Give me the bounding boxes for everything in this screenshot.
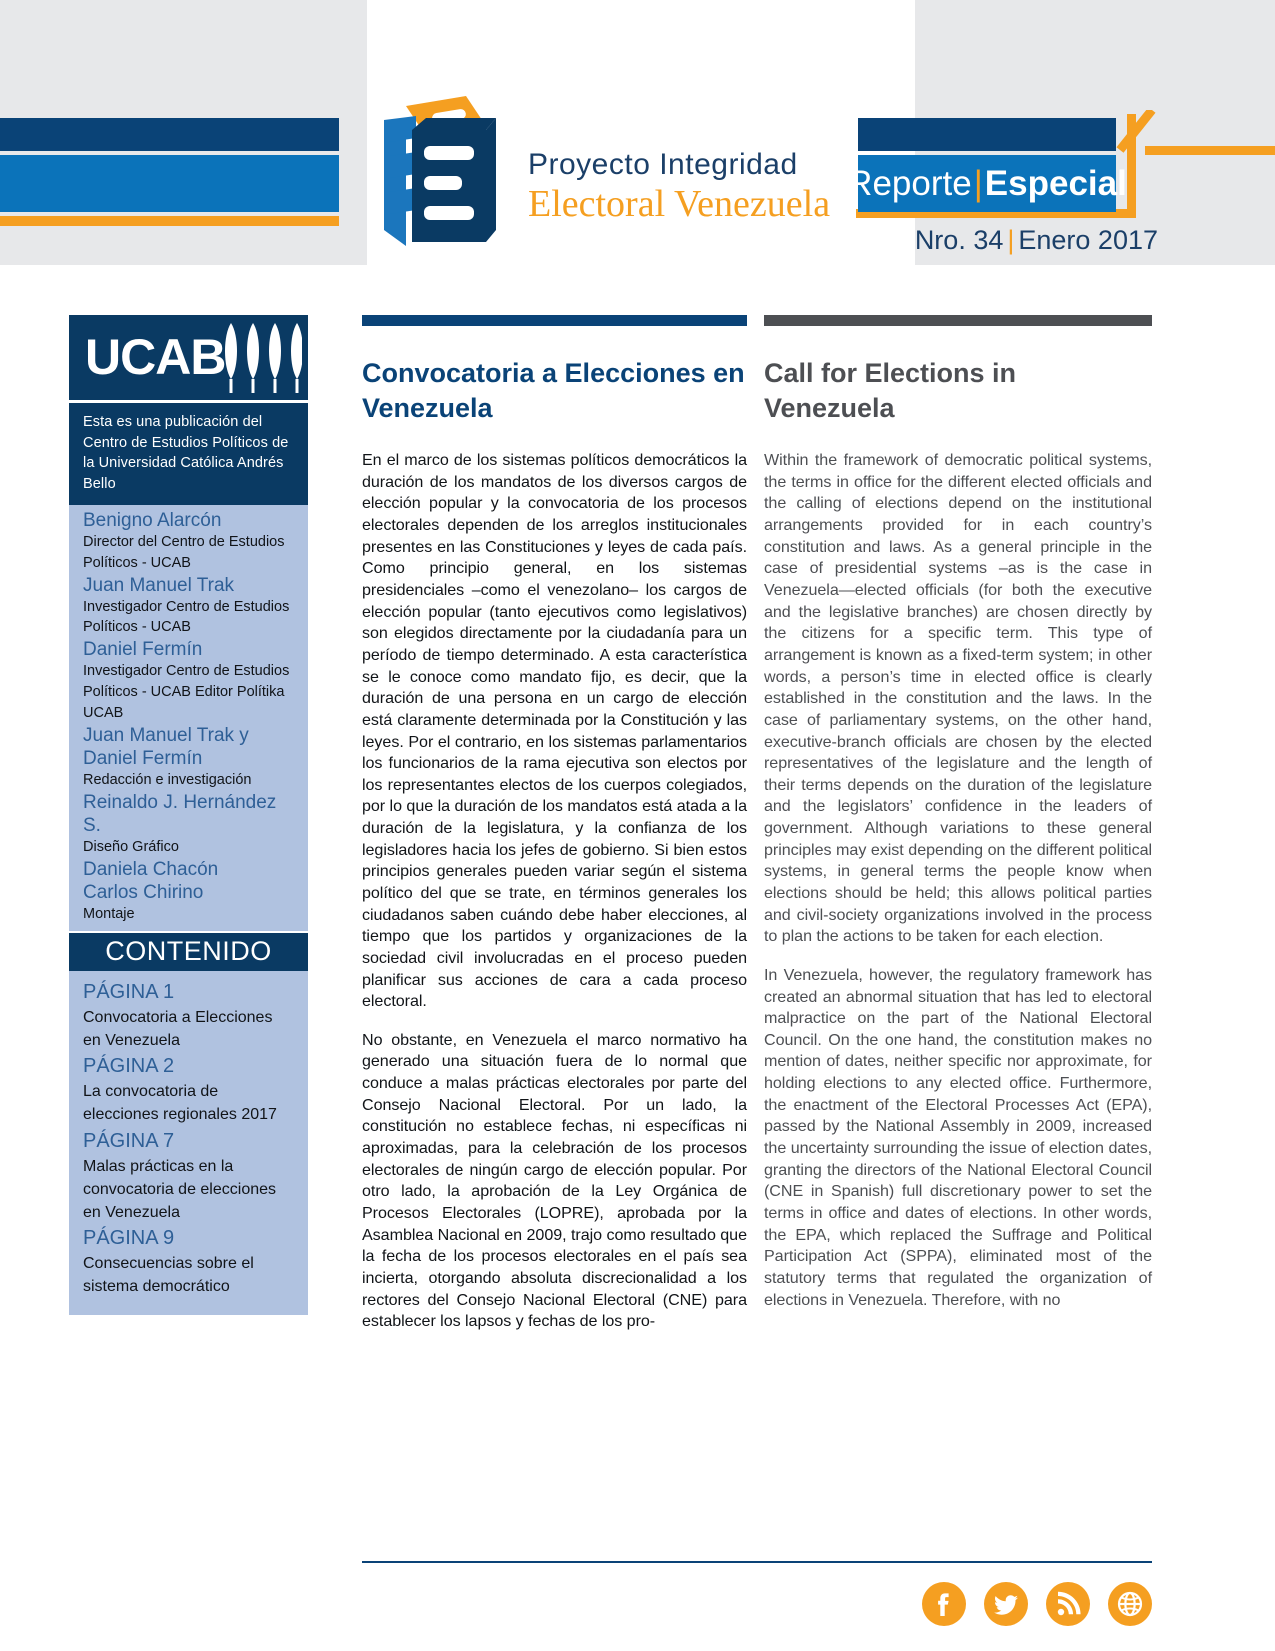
credit-entry [69,509,308,574]
publication-note-block [69,403,308,505]
twitter-icon[interactable] [984,1582,1028,1626]
toc-page-number: PÁGINA 1 [83,980,175,1003]
toc-page-number: PÁGINA 7 [83,1129,175,1152]
credit-entry [69,574,308,639]
brand-line-1: Proyecto Integridad [528,148,798,181]
credit-name: Daniela Chacón [83,858,219,880]
ucab-logo [69,315,308,400]
credit-name: Daniel Fermín [83,639,203,661]
toc-item[interactable] [69,1052,308,1126]
ucab-leaves-icon [220,321,302,400]
table-of-contents [69,971,308,1315]
credits-block [69,505,308,931]
contenido-label: CONTENIDO [105,936,272,967]
credit-entry [69,881,308,925]
issue-number: Nro. 34 [914,225,1004,255]
badge-especial-text: Especial [984,164,1127,203]
social-links [912,1578,1152,1630]
badge-blue-body [847,155,1127,212]
credit-name: Benigno Alarcón [83,509,222,531]
issue-separator: | [1007,225,1015,255]
toc-title: Consecuencias sobre el sistema democrático [83,1255,254,1296]
badge-navy-top [858,118,1116,151]
credit-entry [69,724,308,791]
page-header [0,0,1275,265]
credit-name: Reinaldo J. Hernández S. [83,791,277,836]
badge-separator: | [973,164,983,203]
toc-item[interactable] [69,1224,308,1298]
ballot-box-logo-icon [368,78,513,248]
facebook-icon[interactable] [922,1582,966,1626]
rss-icon[interactable] [1046,1582,1090,1626]
issue-date: Enero 2017 [1018,225,1158,255]
brand-title [528,150,830,227]
article-title-english: Call for Elections in Venezuela [764,358,1017,424]
toc-title: Convocatoria a Elecciones en Venezuela [83,1008,273,1050]
issue-line [858,225,1158,256]
toc-title: La convocatoria de elecciones regionales 2017 [83,1083,277,1124]
article-title-spanish: Convocatoria a Elecciones en Venezuela [362,358,745,424]
publication-note: Esta es una publicación del Centro de Estudios Políticos de la Universidad Católica Andrés Bello [83,414,289,493]
article-column-spanish [362,315,747,1350]
toc-page-number: PÁGINA 9 [83,1227,175,1250]
contenido-header [69,933,308,971]
globe-icon[interactable] [1108,1582,1152,1626]
credit-entry [69,791,308,858]
credit-role: Montaje [83,906,135,923]
article-column-english [764,315,1152,1328]
badge-reporte-text: Reporte [847,164,972,203]
badge-orange-tail [1145,146,1275,155]
footer-divider [362,1561,1152,1563]
credit-entry [69,858,308,881]
column-rule-spanish [362,315,747,326]
credit-entry [69,638,308,723]
column-rule-english [764,315,1152,326]
header-orange-bar [0,216,339,226]
toc-item[interactable] [69,978,308,1052]
credit-role: Director del Centro de Estudios Políticos - UCAB [83,534,285,571]
article-paragraph: No obstante, en Venezuela el marco normativo ha generado una situación fuera de lo normal que conduce a malas prácticas electorales por parte del Consejo Nacional Electoral. Por un lado, la constitución no establece fechas, ni específicas ni aproximadas, para la celebración de los procesos electorales de ningún cargo de elección popular. Por otro lado, la aprobación de la Ley Orgánica de Procesos Electorales (LOPRE), aprobada por la Asamblea Nacional en 2009, trajo como resultado que la fecha de los procesos electorales en el país sea incierta, otorgando absoluta discrecionalidad a los rectores del Consejo Nacional Electoral (CNE) para establecer los lapsos y fechas de los pro- [362,1030,747,1331]
article-paragraph: Within the framework of democratic political systems, the terms in office for the different elected officials and the calling of elections depend on the institutional arrangements provided for in each country’s constitution and laws. As a general principle in the case of presidential systems –as is the case in Venezuela—elected officials (for both the executive and the legislative branches) are chosen directly by the citizens for a specific term. This type of arrangement is known as a fixed-term system; in other words, a person’s time in elected office is clearly established in the constitution and the laws. In the case of parliamentary systems, on the other hand, executive-branch officials are chosen by the elected representatives of the legislature and the length of their terms depends on the duration of the legislature and the legislators’ confidence in the leaders of government. Although variations to these general principles may exist depending on the different political systems, in general terms the people know when elections should be held; this allows political parties and civil-society organizations involved in the process to plan the actions to be taken for each election. [764,451,1152,946]
credit-role: Redacción e investigación [83,771,252,788]
toc-page-number: PÁGINA 2 [83,1055,175,1078]
credit-name: Juan Manuel Trak y Daniel Fermín [83,724,249,769]
credit-role: Investigador Centro de Estudios Políticos - UCAB Editor Polítika UCAB [83,663,290,721]
article-paragraph: In Venezuela, however, the regulatory framework has created an abnormal situation that has led to electoral malpractice on the part of the National Electoral Council. On the one hand, the constitution makes no mention of dates, neither specific nor approximate, for holding elections to any elected office. Furthermore, the enactment of the Electoral Processes Act (EPA), passed by the National Assembly in 2009, increased the uncertainty surrounding the issue of election dates, granting the directors of the National Electoral Council (CNE in Spanish) full discretionary power to set the terms in office and dates of elections. In other words, the EPA, which replaced the Suffrage and Political Participation Act (SPPA), eliminated most of the statutory terms that regulated the organization of elections in Venezuela. Therefore, with no [764,965,1152,1309]
toc-title: Malas prácticas en la convocatoria de elecciones en Venezuela [83,1157,277,1221]
badge-label [847,166,1127,201]
header-blue-bar [0,155,339,212]
toc-item[interactable] [69,1127,308,1225]
article-paragraph: En el marco de los sistemas políticos democráticos la duración de los mandatos de los diversos cargos de elección popular y la convocatoria de los procesos electorales dependen de los arreglos institucionales presentes en las Constituciones y leyes de cada país. Como principio general, en los sistemas presidenciales –como el venezolano– los cargos de elección popular (tanto ejecutivos como legislativos) son elegidos directamente por la ciudadanía para un período de tiempo determinado. A esta característica se le conoce como mandato fijo, es decir, que la duración de una persona en un cargo de elección está claramente determinada por la Constitución y las leyes. Por el contrario, en los sistemas parlamentarios los funcionarios de la rama ejecutiva son electos por los representantes electos de los cuerpos colegiados, por lo que la duración de los mandatos está atada a la duración de la legislatura, y la confianza de los legisladores hacia los jefes de gobierno. Si bien estos principios generales pueden variar según el sistema político del que se trate, en términos generales los ciudadanos saben cuándo debe haber elecciones, al tiempo que los partidos y organizaciones de la sociedad civil involucradas en el proceso pueden planificar sus acciones de cara a cada proceso electoral. [362,451,747,1011]
credit-role: Diseño Gráfico [83,839,179,856]
credit-name: Carlos Chirino [83,881,204,903]
credit-role: Investigador Centro de Estudios Políticos - UCAB [83,598,290,636]
credit-name: Juan Manuel Trak [83,574,235,596]
ucab-logo-text: UCAB [85,329,226,385]
header-navy-bar [0,118,339,151]
sidebar [69,315,308,1315]
brand-line-2: Electoral Venezuela [528,183,831,225]
